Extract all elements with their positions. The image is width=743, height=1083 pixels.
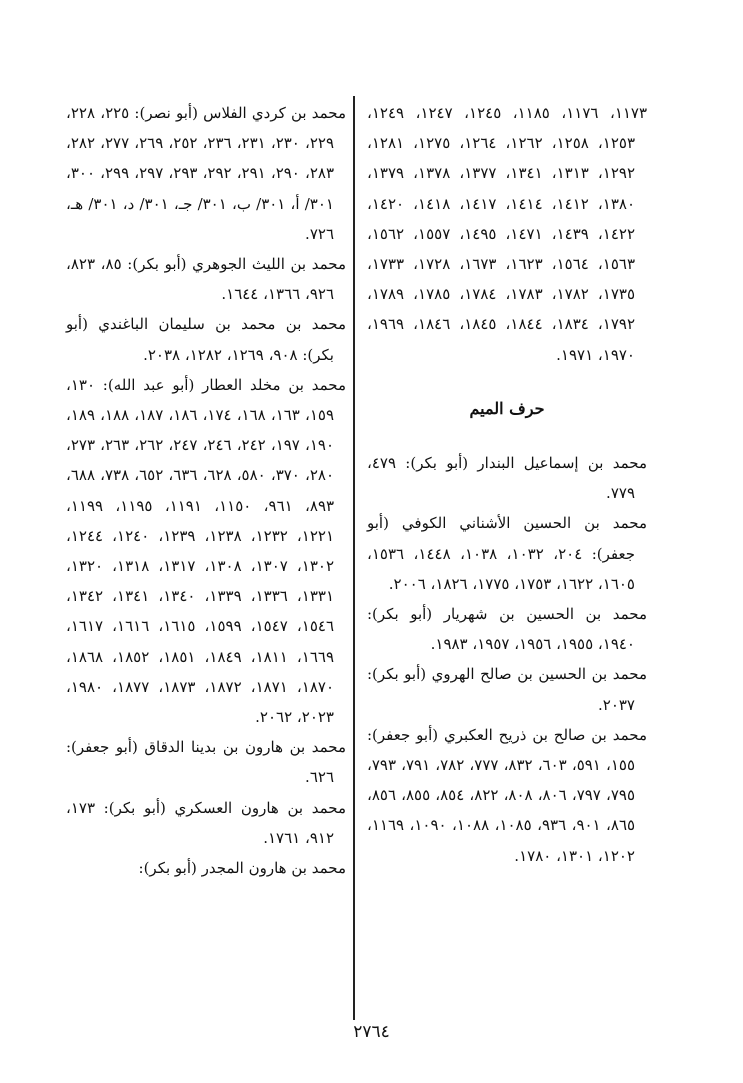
continuation-entry: ١١٧٣، ١١٧٦، ١١٨٥، ١٢٤٥، ١٢٤٧، ١٢٤٩، ١٢٥٣، ١٢٥٨، ١٢٦٢، ١٢٦٤، ١٢٧٥، ١٢٨١، ١٢٩٢، ١٣١٣، ١٣٤١، ١٣٧٧، ١٣٧٨، ١٣٧٩، ١٣٨٠، ١٤١٢، ١٤١٤، ١٤١٧، ١٤١٨، ١٤٢٠، ١٤٢٢، ١٤٣٩، ١٤٧١، ١٤٩٥، ١٥٥٧، ١٥٦٢، ١٥٦٣، ١٥٦٤، ١٦٢٣، ١٦٧٣، ١٧٢٨، ١٧٣٣، ١٧٣٥، ١٧٨٢، ١٧٨٣، ١٧٨٤، ١٧٨٥، ١٧٨٩، ١٧٩٢، ١٨٣٤، ١٨٤٤، ١٨٤٥، ١٨٤٦، ١٩٦٩، ١٩٧٠، ١٩٧١. [367, 104, 648, 364]
index-entry: محمد بن الليث الجوهري (أبو بكر): ٨٥، ٨٢٣، ٩٢٦، ١٣٦٦، ١٦٤٤. [66, 255, 347, 304]
index-entry: محمد بن صالح بن ذريح العكبري (أبو جعفر): ١٥٥، ٥٩١، ٦٠٣، ٨٣٢، ٧٧٧، ٧٨٢، ٧٩١، ٧٩٣، ٧٩٥، ٧٩٧، ٨٠٦، ٨٠٨، ٨٢٢، ٨٥٤، ٨٥٥، ٨٥٦، ٨٦٥، ٩٠١، ٩٣٦، ١٠٨٥، ١٠٨٨، ١٠٩٠، ١١٦٩، ١٢٠٢، ١٣٠١، ١٧٨٠. [367, 725, 647, 865]
page-number: ٢٧٦٤ [353, 1022, 390, 1042]
index-entry: محمد بن الحسين بن شهريار (أبو بكر): ١٩٤٠، ١٩٥٥، ١٩٥٦، ١٩٥٧، ١٩٨٣. [367, 605, 647, 654]
index-entry: محمد بن كردي الفلاس (أبو نصر): ٢٢٥، ٢٢٨، ٢٢٩، ٢٣٠، ٢٣١، ٢٣٦، ٢٥٢، ٢٦٩، ٢٧٧، ٢٨٢، ٢٨٣، ٢٩٠، ٢٩١، ٢٩٢، ٢٩٣، ٢٩٧، ٢٩٩، ٣٠٠، ٣٠١/ أ، ٣٠١/ ب، ٣٠١/ جـ، ٣٠١/ د، ٣٠١/ هـ، ٧٢٦. [66, 104, 347, 243]
index-entry: محمد بن هارون بن بدينا الدقاق (أبو جعفر): ٦٢٦. [66, 738, 346, 787]
index-entry: محمد بن الحسين الأشناني الكوفي (أبو جعفر): ٢٠٤، ١٠٣٢، ١٠٣٨، ١٤٤٨، ١٥٣٦، ١٦٠٥، ١٦٢٢، ١٧٥٣، ١٧٧٥، ١٨٢٦، ٢٠٠٦. [367, 514, 647, 593]
index-entry: محمد بن الحسين بن صالح الهروي (أبو بكر): ٢٠٣٧. [367, 665, 647, 714]
index-entry: محمد بن محمد بن سليمان الباغندي (أبو بكر): ٩٠٨، ١٢٦٩، ١٢٨٢، ٢٠٣٨. [66, 315, 346, 364]
section-heading: حرف الميم [469, 398, 545, 418]
index-entry: محمد بن إسماعيل البندار (أبو بكر): ٤٧٩، ٧٧٩. [367, 454, 647, 503]
left-column [66, 98, 346, 883]
right-column [367, 98, 647, 871]
index-entry: محمد بن مخلد العطار (أبو عبد الله): ١٣٠، ١٥٩، ١٦٣، ١٦٨، ١٧٤، ١٨٦، ١٨٧، ١٨٨، ١٨٩، ١٩٠، ١٩٧، ٢٤٢، ٢٤٦، ٢٤٧، ٢٦٢، ٢٦٣، ٢٧٣، ٢٨٠، ٣٧٠، ٥٨٠، ٦٢٨، ٦٣٦، ٦٥٢، ٧٣٨، ٦٨٨، ٨٩٣، ٩٦١، ١١٥٠، ١١٩١، ١١٩٥، ١١٩٩، ١٢٢١، ١٢٣٢، ١٢٣٨، ١٢٣٩، ١٢٤٠، ١٢٤٤، ١٣٠٢، ١٣٠٧، ١٣٠٨، ١٣١٧، ١٣١٨، ١٣٢٠، ١٣٣١، ١٣٣٦، ١٣٣٩، ١٣٤٠، ١٣٤١، ١٣٤٢، ١٥٤٦، ١٥٤٧، ١٥٩٩، ١٦١٥، ١٦١٦، ١٦١٧، ١٦٦٩، ١٨١١، ١٨٤٩، ١٨٥١، ١٨٥٢، ١٨٦٨، ١٨٧٠، ١٨٧١، ١٨٧٢، ١٨٧٣، ١٨٧٧، ١٩٨٠، ٢٠٢٣، ٢٠٦٢. [66, 375, 346, 727]
index-entry: محمد بن هارون المجدر (أبو بكر): [138, 859, 346, 878]
index-entry: محمد بن هارون العسكري (أبو بكر): ١٧٣، ٩١٢، ١٧٦١. [66, 798, 346, 847]
column-divider [353, 96, 355, 1020]
